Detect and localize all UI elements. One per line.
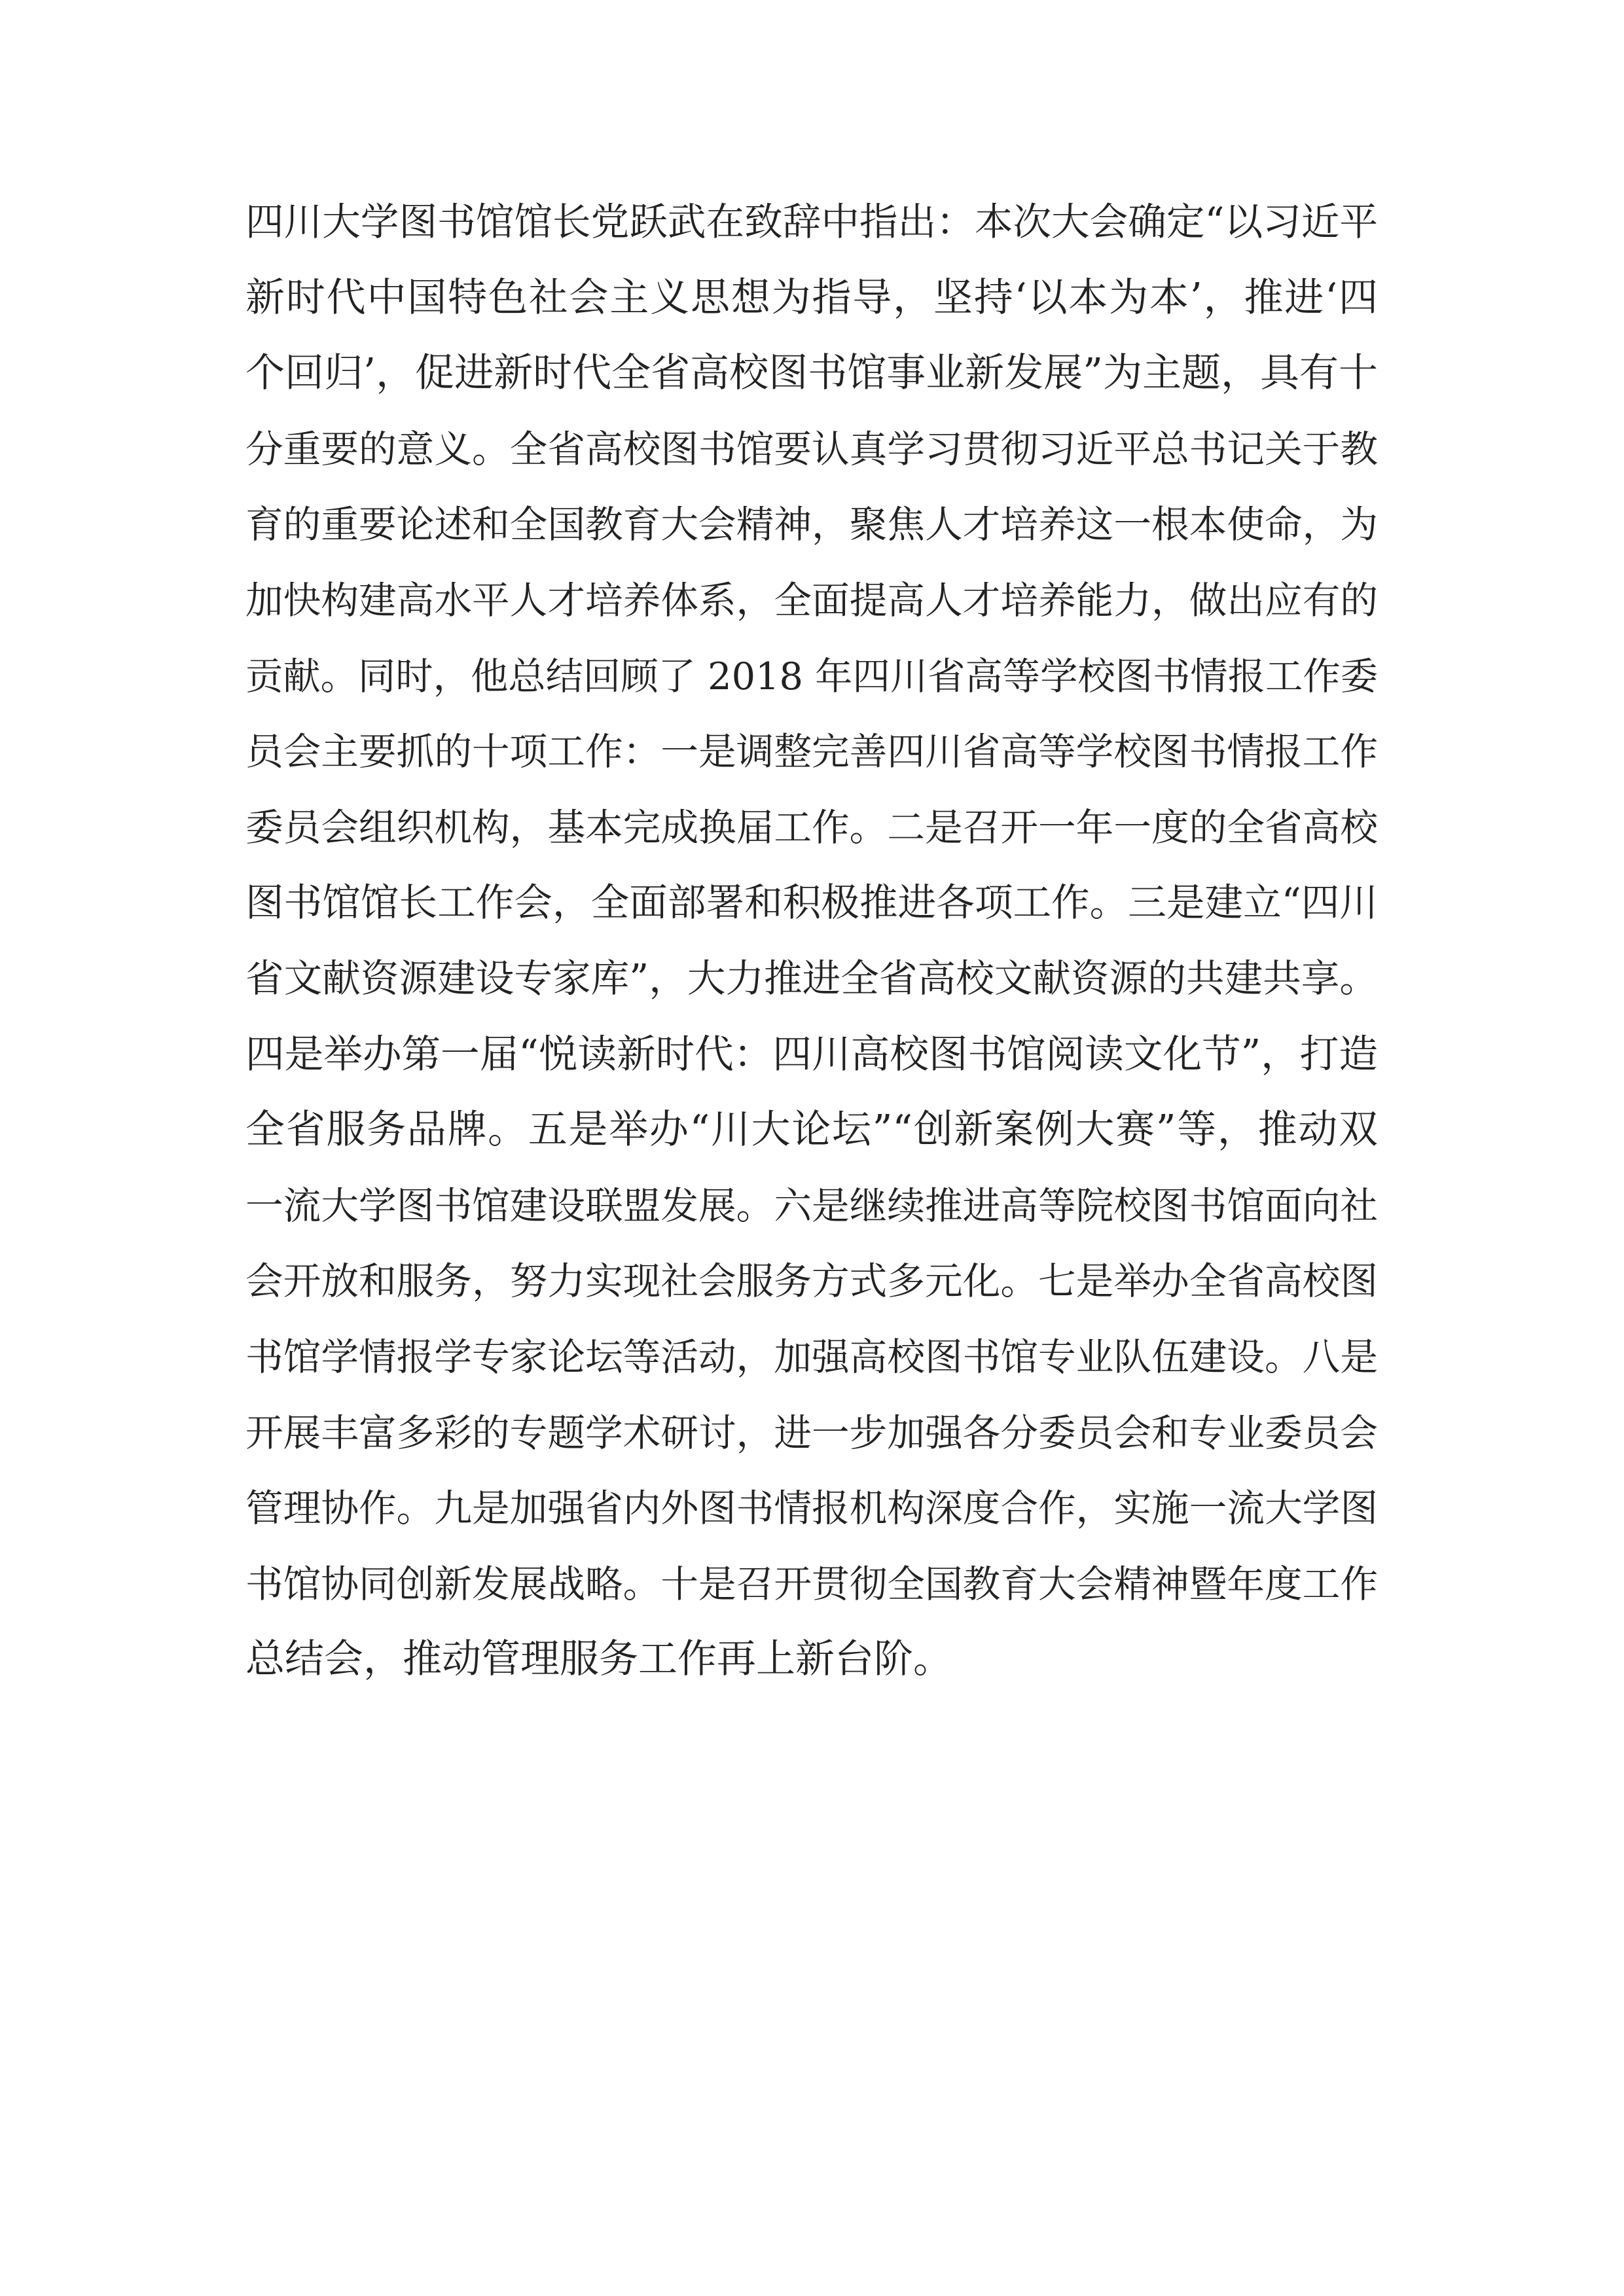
paragraph-line: 书馆学情报学专家论坛等活动，加强高校图书馆专业队伍建设。八是 xyxy=(245,1334,1378,1379)
paragraph-line: 新时代中国特色社会主义思想为指导，坚持‘以本为本’，推进‘四 xyxy=(245,274,1378,321)
paragraph-line: 员会主要抓的十项工作：一是调整完善四川省高等学校图书情报工作 xyxy=(245,729,1378,774)
paragraph-line: 四川大学图书馆馆长党跃武在致辞中指出：本次大会确定“以习近平 xyxy=(245,200,1378,244)
body-paragraph xyxy=(245,185,1378,1698)
paragraph-line: 分重要的意义。全省高校图书馆要认真学习贯彻习近平总书记关于教 xyxy=(245,426,1378,471)
paragraph-line: 管理协作。九是加强省内外图书情报机构深度合作，实施一流大学图 xyxy=(245,1486,1378,1531)
paragraph-line: 开展丰富多彩的专题学术研讨，进一步加强各分委员会和专业委员会 xyxy=(245,1410,1378,1455)
paragraph-line: 加快构建高水平人才培养体系，全面提高人才培养能力，做出应有的 xyxy=(245,577,1378,622)
paragraph-line: 个回归’，促进新时代全省高校图书馆事业新发展”为主题，具有十 xyxy=(245,350,1378,397)
paragraph-line: 总结会，推动管理服务工作再上新台阶。 xyxy=(245,1636,952,1683)
paragraph-line: 图书馆馆长工作会，全面部署和积极推进各项工作。三是建立“四川 xyxy=(245,880,1378,925)
paragraph-line: 一流大学图书馆建设联盟发展。六是继续推进高等院校图书馆面向社 xyxy=(245,1183,1378,1228)
paragraph-line: 育的重要论述和全国教育大会精神，聚焦人才培养这一根本使命，为 xyxy=(245,502,1378,547)
paragraph-line: 贡献。同时，他总结回顾了 2018 年四川省高等学校图书情报工作委 xyxy=(245,654,1378,698)
paragraph-line: 全省服务品牌。五是举办“川大论坛”“创新案例大赛”等，推动双 xyxy=(245,1107,1378,1153)
paragraph-line: 书馆协同创新发展战略。十是召开贯彻全国教育大会精神暨年度工作 xyxy=(245,1561,1378,1606)
paragraph-line: 省文献资源建设专家库”，大力推进全省高校文献资源的共建共享。 xyxy=(245,956,1378,1001)
paragraph-line: 会开放和服务，努力实现社会服务方式多元化。七是举办全省高校图 xyxy=(245,1259,1378,1304)
paragraph-line: 四是举办第一届“悦读新时代：四川高校图书馆阅读文化节”，打造 xyxy=(245,1031,1379,1077)
paragraph-line: 委员会组织机构，基本完成换届工作。二是召开一年一度的全省高校 xyxy=(245,804,1378,850)
